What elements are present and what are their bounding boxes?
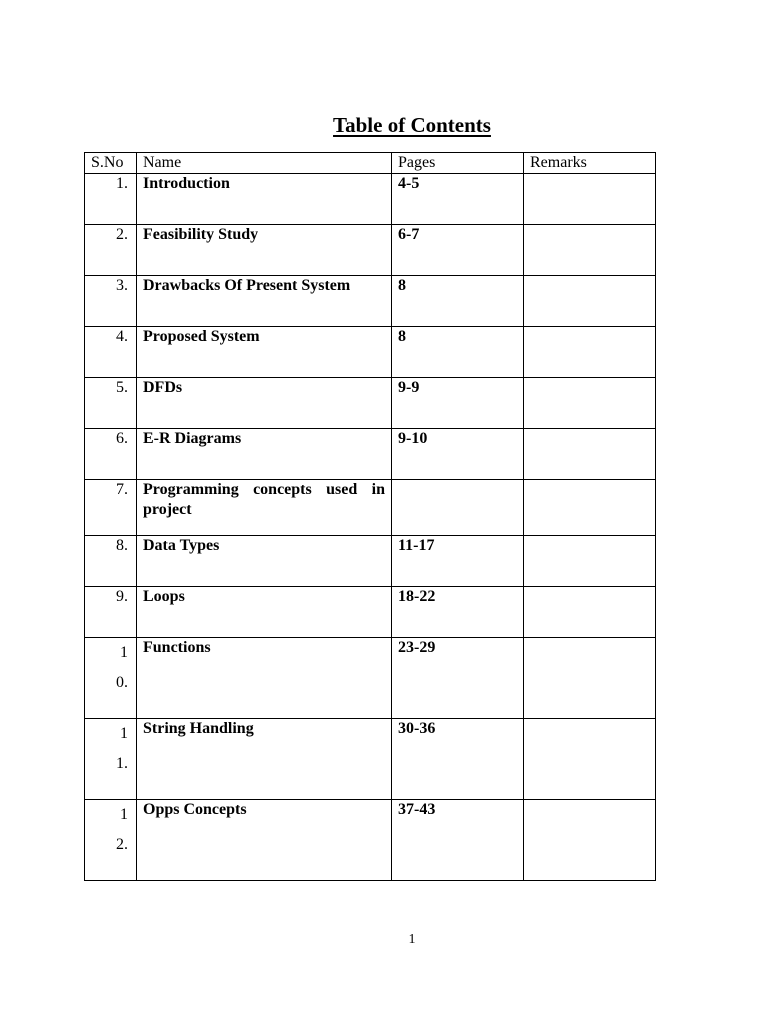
- row-name: Functions: [137, 638, 392, 719]
- row-name: Opps Concepts: [137, 800, 392, 881]
- table-row: [85, 174, 656, 225]
- row-remarks: [524, 378, 656, 429]
- header-pages: Pages: [392, 153, 524, 174]
- row-name: [137, 480, 392, 536]
- table-row: [85, 378, 656, 429]
- table-row: [85, 587, 656, 638]
- header-remarks: Remarks: [524, 153, 656, 174]
- table-row: [85, 536, 656, 587]
- row-pages: 37-43: [392, 800, 524, 881]
- row-sno: 3.: [85, 276, 137, 327]
- row-name: Loops: [137, 587, 392, 638]
- table-of-contents: [84, 152, 656, 881]
- row-name: Data Types: [137, 536, 392, 587]
- row-sno: 4.: [85, 327, 137, 378]
- row-sno: 8.: [85, 536, 137, 587]
- row-name-text: Programming concepts used in project: [143, 481, 385, 518]
- row-pages: 8: [392, 327, 524, 378]
- row-remarks: [524, 327, 656, 378]
- row-pages: 18-22: [392, 587, 524, 638]
- row-sno: 1 2.: [85, 800, 137, 881]
- header-name: Name: [137, 153, 392, 174]
- table-row: [85, 638, 656, 719]
- row-pages: 4-5: [392, 174, 524, 225]
- row-sno: 2.: [85, 225, 137, 276]
- table-row: [85, 480, 656, 536]
- row-name: Feasibility Study: [137, 225, 392, 276]
- row-remarks: [524, 225, 656, 276]
- row-remarks: [524, 480, 656, 536]
- row-remarks: [524, 800, 656, 881]
- row-remarks: [524, 638, 656, 719]
- table-row: [85, 429, 656, 480]
- row-sno: 5.: [85, 378, 137, 429]
- row-remarks: [524, 429, 656, 480]
- table-header-row: [85, 153, 656, 174]
- row-name: DFDs: [137, 378, 392, 429]
- row-sno: 7.: [85, 480, 137, 536]
- row-name: Drawbacks Of Present System: [137, 276, 392, 327]
- row-pages: 9-10: [392, 429, 524, 480]
- row-remarks: [524, 174, 656, 225]
- row-name: String Handling: [137, 719, 392, 800]
- row-pages: 8: [392, 276, 524, 327]
- table-row: [85, 225, 656, 276]
- table-row: [85, 276, 656, 327]
- header-sno: S.No: [85, 153, 137, 174]
- table-row: [85, 327, 656, 378]
- table-row: [85, 800, 656, 881]
- row-pages: 9-9: [392, 378, 524, 429]
- row-sno: 1 1.: [85, 719, 137, 800]
- row-remarks: [524, 276, 656, 327]
- row-pages: [392, 480, 524, 536]
- row-name: E-R Diagrams: [137, 429, 392, 480]
- row-sno: 1.: [85, 174, 137, 225]
- row-pages: 6-7: [392, 225, 524, 276]
- row-pages: 23-29: [392, 638, 524, 719]
- row-pages: 11-17: [392, 536, 524, 587]
- row-remarks: [524, 719, 656, 800]
- table-row: [85, 719, 656, 800]
- row-remarks: [524, 587, 656, 638]
- row-pages: 30-36: [392, 719, 524, 800]
- row-sno: 1 0.: [85, 638, 137, 719]
- row-name: Proposed System: [137, 327, 392, 378]
- page-title: Table of Contents: [333, 113, 491, 137]
- page-number: 1: [408, 932, 416, 947]
- row-sno: 6.: [85, 429, 137, 480]
- row-sno: 9.: [85, 587, 137, 638]
- row-name: Introduction: [137, 174, 392, 225]
- row-remarks: [524, 536, 656, 587]
